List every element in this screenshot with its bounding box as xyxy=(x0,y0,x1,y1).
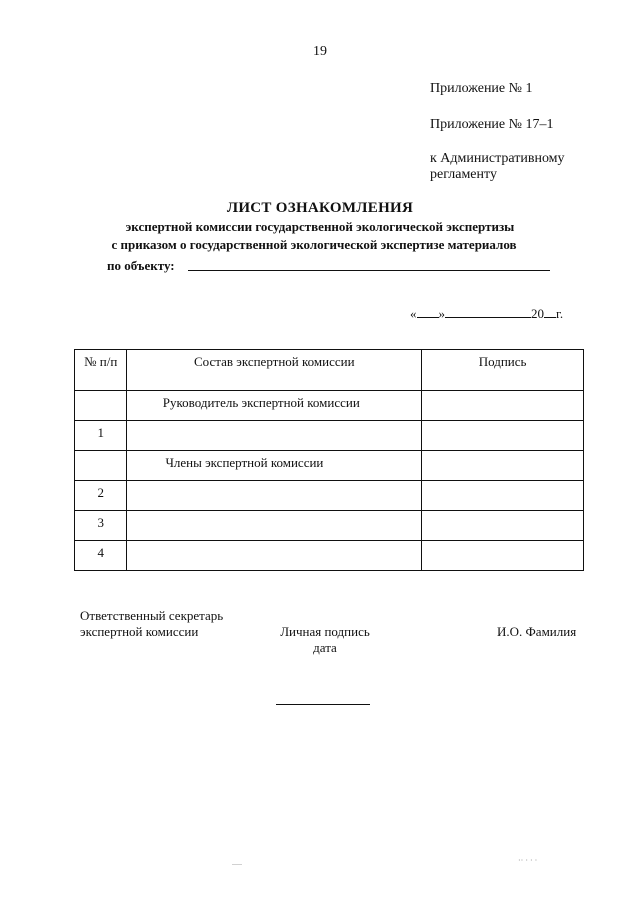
year-prefix: 20 xyxy=(531,306,544,321)
table-row xyxy=(75,391,584,421)
day-blank xyxy=(417,305,439,318)
personal-signature-label: Личная подпись xyxy=(280,624,370,639)
document-subtitle-2: с приказом о государственной экологической экспертизе материалов xyxy=(111,237,517,252)
table-row xyxy=(75,481,584,511)
appendix-reference-line2: регламенту xyxy=(430,167,497,182)
leader-label: Руководитель экспертной комиссии xyxy=(127,391,422,421)
table-cell xyxy=(75,451,127,481)
signature-cell xyxy=(422,421,584,451)
member-name-cell xyxy=(127,421,422,451)
table-row xyxy=(75,421,584,451)
month-blank xyxy=(445,305,531,318)
signature-cell xyxy=(422,451,584,481)
appendix-number-label: Приложение № 17–1 xyxy=(430,117,554,132)
date-close-quote: » xyxy=(438,306,445,321)
signature-cell xyxy=(422,481,584,511)
appendix-reference xyxy=(430,151,565,183)
object-fill-line xyxy=(188,270,550,271)
date-open-quote: « xyxy=(410,306,417,321)
scan-artifact: ..... xyxy=(232,858,242,867)
appendix-label: Приложение № 1 xyxy=(430,81,533,96)
commission-table xyxy=(74,349,584,571)
document-subtitle-1: экспертной комиссии государственной экологической экспертизы xyxy=(125,219,515,234)
table-row xyxy=(75,511,584,541)
secretary-role-line2: экспертной комиссии xyxy=(80,624,199,639)
member-name-cell xyxy=(127,511,422,541)
page-number: 19 xyxy=(313,44,327,59)
table-header-row xyxy=(75,350,584,391)
member-name-cell xyxy=(127,541,422,571)
member-name-cell xyxy=(127,481,422,511)
row-number: 4 xyxy=(75,541,127,571)
header-number: № п/п xyxy=(75,350,127,391)
year-suffix: г. xyxy=(556,306,564,321)
document-title: ЛИСТ ОЗНАКОМЛЕНИЯ xyxy=(226,200,414,216)
scan-artifact: ·· · · · xyxy=(518,856,538,865)
members-label: Члены экспертной комиссии xyxy=(127,451,422,481)
header-signature: Подпись xyxy=(422,350,584,391)
date-line xyxy=(410,305,563,322)
secretary-role xyxy=(80,608,223,640)
year-blank xyxy=(544,305,556,318)
row-number: 3 xyxy=(75,511,127,541)
personal-signature-block xyxy=(275,624,375,656)
table-row xyxy=(75,541,584,571)
row-number: 1 xyxy=(75,421,127,451)
signature-cell xyxy=(422,511,584,541)
header-composition: Состав экспертной комиссии xyxy=(127,350,422,391)
table-cell xyxy=(75,391,127,421)
object-label: по объекту: xyxy=(107,258,175,273)
signature-cell xyxy=(422,391,584,421)
table-row xyxy=(75,451,584,481)
signature-cell xyxy=(422,541,584,571)
row-number: 2 xyxy=(75,481,127,511)
signature-underline xyxy=(276,704,370,705)
appendix-reference-line1: к Административному xyxy=(430,151,565,166)
secretary-role-line1: Ответственный секретарь xyxy=(80,608,224,623)
date-label: дата xyxy=(313,640,337,655)
name-placeholder: И.О. Фамилия xyxy=(497,624,577,639)
